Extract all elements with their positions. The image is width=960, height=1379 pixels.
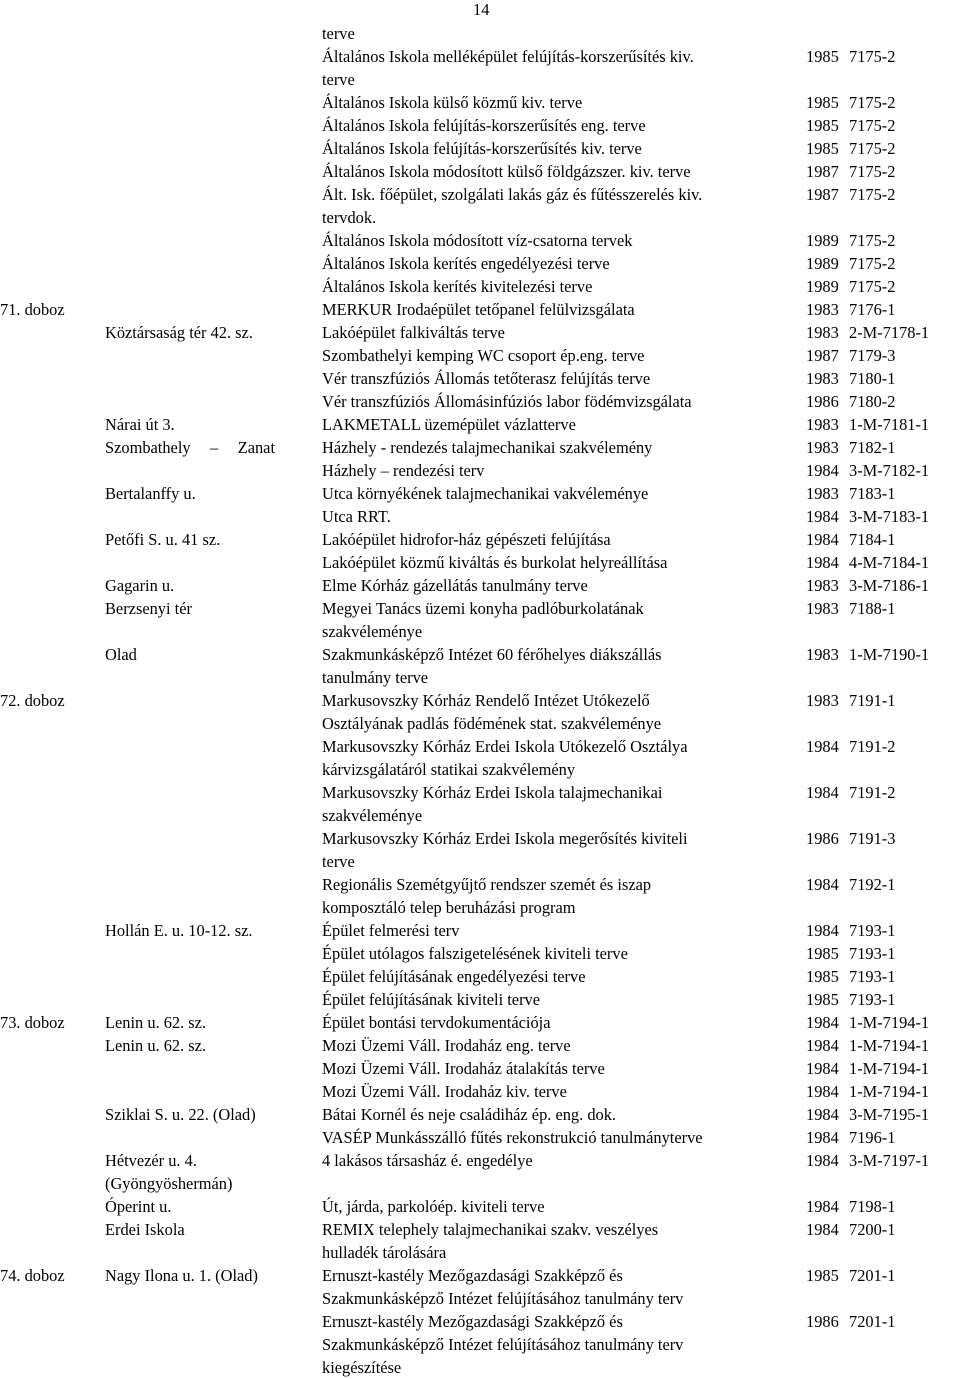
record-code-cell: 7188-1 <box>849 599 896 618</box>
list-item <box>0 160 960 183</box>
list-item <box>0 712 960 735</box>
location-cell: Hollán E. u. 10-12. sz. <box>105 921 253 940</box>
description-cell: VASÉP Munkásszálló fűtés rekonstrukció tanulmányterve <box>322 1128 703 1147</box>
location-cell: Erdei Iskola <box>105 1220 185 1239</box>
list-item <box>0 735 960 758</box>
record-code-cell: 7175-2 <box>849 139 896 158</box>
list-item <box>0 1149 960 1172</box>
list-item <box>0 666 960 689</box>
year-cell: 1984 <box>806 530 839 549</box>
record-code-cell: 3-M-7195-1 <box>849 1105 930 1124</box>
record-code-cell: 7175-2 <box>849 254 896 273</box>
year-cell: 1983 <box>806 484 839 503</box>
description-cell: terve <box>322 70 355 89</box>
record-code-cell: 7201-1 <box>849 1266 896 1285</box>
record-code-cell: 1-M-7194-1 <box>849 1082 930 1101</box>
description-cell: Épület felmerési terv <box>322 921 460 940</box>
record-code-cell: 7175-2 <box>849 47 896 66</box>
description-cell: tanulmány terve <box>322 668 429 687</box>
year-cell: 1989 <box>806 277 839 296</box>
location-cell: Nagy Ilona u. 1. (Olad) <box>105 1266 258 1285</box>
list-item <box>0 229 960 252</box>
list-item <box>0 781 960 804</box>
list-item <box>0 896 960 919</box>
list-item <box>0 68 960 91</box>
year-cell: 1984 <box>806 1220 839 1239</box>
list-item <box>0 45 960 68</box>
record-code-cell: 7176-1 <box>849 300 896 319</box>
year-cell: 1983 <box>806 691 839 710</box>
year-cell: 1984 <box>806 1128 839 1147</box>
record-code-cell: 7198-1 <box>849 1197 896 1216</box>
description-cell: Út, járda, parkolóép. kiviteli terve <box>322 1197 545 1216</box>
description-cell: Házhely - rendezés talajmechanikai szakvélemény <box>322 438 653 457</box>
description-cell: Épület felújításának kiviteli terve <box>322 990 541 1009</box>
year-cell: 1985 <box>806 1266 839 1285</box>
list-item <box>0 1195 960 1218</box>
list-item <box>0 1034 960 1057</box>
year-cell: 1985 <box>806 116 839 135</box>
list-item <box>0 459 960 482</box>
year-cell: 1984 <box>806 553 839 572</box>
list-item <box>0 275 960 298</box>
description-cell: Utca RRT. <box>322 507 391 526</box>
list-item <box>0 183 960 206</box>
record-code-cell: 3-M-7186-1 <box>849 576 930 595</box>
list-item <box>0 758 960 781</box>
description-cell: Általános Iskola kerítés engedélyezési terve <box>322 254 610 273</box>
record-code-cell: 7175-2 <box>849 185 896 204</box>
year-cell: 1984 <box>806 461 839 480</box>
record-code-cell: 7191-3 <box>849 829 896 848</box>
record-code-cell: 7180-1 <box>849 369 896 388</box>
record-code-cell: 1-M-7181-1 <box>849 415 930 434</box>
list-item <box>0 1310 960 1333</box>
year-cell: 1985 <box>806 967 839 986</box>
location-cell: Gagarin u. <box>105 576 175 595</box>
description-cell: Épület bontási tervdokumentációja <box>322 1013 551 1032</box>
year-cell: 1984 <box>806 1151 839 1170</box>
list-item <box>0 252 960 275</box>
record-code-cell: 7183-1 <box>849 484 896 503</box>
description-cell: Regionális Szemétgyűjtő rendszer szemét és iszap <box>322 875 652 894</box>
year-cell: 1985 <box>806 93 839 112</box>
description-cell: Markusovszky Kórház Erdei Iskola megerősítés kiviteli <box>322 829 688 848</box>
description-cell: REMIX telephely talajmechanikai szakv. veszélyes <box>322 1220 659 1239</box>
record-code-cell: 7179-3 <box>849 346 896 365</box>
description-cell: Épület utólagos falszigetelésének kiviteli terve <box>322 944 628 963</box>
description-cell: Markusovszky Kórház Rendelő Intézet Utókezelő <box>322 691 650 710</box>
year-cell: 1987 <box>806 162 839 181</box>
year-cell: 1983 <box>806 369 839 388</box>
year-cell: 1984 <box>806 1197 839 1216</box>
year-cell: 1986 <box>806 392 839 411</box>
box-number: 73. doboz <box>0 1013 65 1032</box>
description-cell: 4 lakásos társasház é. engedélye <box>322 1151 533 1170</box>
description-cell: Ernuszt-kastély Mezőgazdasági Szakképző és <box>322 1266 623 1285</box>
location-cell: Olad <box>105 645 137 664</box>
year-cell: 1984 <box>806 507 839 526</box>
year-cell: 1984 <box>806 1013 839 1032</box>
description-cell: Ernuszt-kastély Mezőgazdasági Szakképző és <box>322 1312 623 1331</box>
year-cell: 1986 <box>806 1312 839 1331</box>
location-cell: Szombathely – Zanat <box>105 438 275 457</box>
year-cell: 1983 <box>806 415 839 434</box>
year-cell: 1984 <box>806 1036 839 1055</box>
record-code-cell: 3-M-7197-1 <box>849 1151 930 1170</box>
year-cell: 1987 <box>806 185 839 204</box>
list-item <box>0 873 960 896</box>
year-cell: 1983 <box>806 599 839 618</box>
year-cell: 1983 <box>806 438 839 457</box>
description-cell: Mozi Üzemi Váll. Irodaház kiv. terve <box>322 1082 567 1101</box>
description-cell: Szakmunkásképző Intézet 60 férőhelyes diákszállás <box>322 645 662 664</box>
list-item <box>0 827 960 850</box>
record-code-cell: 1-M-7194-1 <box>849 1059 930 1078</box>
record-code-cell: 7193-1 <box>849 967 896 986</box>
description-cell: Vér transzfúziós Állomás tetőterasz felújítás terve <box>322 369 651 388</box>
box-number: 72. doboz <box>0 691 65 710</box>
description-cell: Utca környékének talajmechanikai vakvéleménye <box>322 484 649 503</box>
list-item <box>0 1218 960 1241</box>
location-cell: Petőfi S. u. 41 sz. <box>105 530 221 549</box>
record-code-cell: 7193-1 <box>849 921 896 940</box>
list-item <box>0 91 960 114</box>
record-code-cell: 3-M-7182-1 <box>849 461 930 480</box>
description-cell: Lakóépület közmű kiváltás és burkolat helyreállítása <box>322 553 668 572</box>
description-cell: terve <box>322 24 355 43</box>
list-item <box>0 206 960 229</box>
list-item <box>0 1057 960 1080</box>
record-code-cell: 7191-1 <box>849 691 896 710</box>
description-cell: Megyei Tanács üzemi konyha padlóburkolatának <box>322 599 644 618</box>
year-cell: 1987 <box>806 346 839 365</box>
year-cell: 1984 <box>806 1059 839 1078</box>
year-cell: 1989 <box>806 231 839 250</box>
description-cell: kiegészítése <box>322 1358 402 1377</box>
record-code-cell: 4-M-7184-1 <box>849 553 930 572</box>
description-cell: szakvéleménye <box>322 806 423 825</box>
description-cell: Szakmunkásképző Intézet felújításához tanulmány terv <box>322 1289 684 1308</box>
description-cell: Általános Iskola módosított víz-csatorna tervek <box>322 231 633 250</box>
record-code-cell: 3-M-7183-1 <box>849 507 930 526</box>
record-code-cell: 7191-2 <box>849 783 896 802</box>
record-code-cell: 1-M-7190-1 <box>849 645 930 664</box>
record-code-cell: 7201-1 <box>849 1312 896 1331</box>
description-cell: Általános Iskola módosított külső földgázszer. kiv. terve <box>322 162 691 181</box>
description-cell: Szakmunkásképző Intézet felújításához tanulmány terv <box>322 1335 684 1354</box>
list-item <box>0 413 960 436</box>
list-item <box>0 1172 960 1195</box>
description-cell: terve <box>322 852 355 871</box>
description-cell: Markusovszky Kórház Erdei Iskola Utókezelő Osztálya <box>322 737 688 756</box>
location-cell: Nárai út 3. <box>105 415 175 434</box>
list-item <box>0 436 960 459</box>
location-cell: Bertalanffy u. <box>105 484 196 503</box>
list-item <box>0 482 960 505</box>
list-item <box>0 1241 960 1264</box>
description-cell: Ált. Isk. főépület, szolgálati lakás gáz és fűtésszerelés kiv. <box>322 185 703 204</box>
list-item <box>0 1264 960 1287</box>
list-item <box>0 689 960 712</box>
description-cell: Házhely – rendezési terv <box>322 461 485 480</box>
description-cell: Épület felújításának engedélyezési terve <box>322 967 586 986</box>
description-cell: kárvizsgálatáról statikai szakvélemény <box>322 760 576 779</box>
description-cell: Általános Iskola felújítás-korszerűsítés eng. terve <box>322 116 646 135</box>
list-item <box>0 597 960 620</box>
description-cell: komposztáló telep beruházási program <box>322 898 576 917</box>
record-code-cell: 7184-1 <box>849 530 896 549</box>
year-cell: 1983 <box>806 300 839 319</box>
description-cell: Mozi Üzemi Váll. Irodaház eng. terve <box>322 1036 571 1055</box>
description-cell: Lakóépület falkiváltás terve <box>322 323 505 342</box>
description-cell: Osztályának padlás födémének stat. szakvéleménye <box>322 714 662 733</box>
record-code-cell: 7192-1 <box>849 875 896 894</box>
year-cell: 1985 <box>806 944 839 963</box>
year-cell: 1986 <box>806 829 839 848</box>
description-cell: Általános Iskola kerítés kivitelezési terve <box>322 277 593 296</box>
list-item <box>0 22 960 45</box>
description-cell: Vér transzfúziós Állomásinfúziós labor födémvizsgálata <box>322 392 692 411</box>
list-item <box>0 1011 960 1034</box>
list-item <box>0 1126 960 1149</box>
list-item <box>0 1287 960 1310</box>
location-cell: Lenin u. 62. sz. <box>105 1036 207 1055</box>
description-cell: LAKMETALL üzemépület vázlatterve <box>322 415 576 434</box>
record-code-cell: 1-M-7194-1 <box>849 1036 930 1055</box>
record-code-cell: 7182-1 <box>849 438 896 457</box>
location-cell: Óperint u. <box>105 1197 172 1216</box>
record-code-cell: 7175-2 <box>849 277 896 296</box>
year-cell: 1985 <box>806 990 839 1009</box>
description-cell: Általános Iskola külső közmű kiv. terve <box>322 93 583 112</box>
record-code-cell: 2-M-7178-1 <box>849 323 930 342</box>
year-cell: 1985 <box>806 139 839 158</box>
year-cell: 1983 <box>806 323 839 342</box>
list-item <box>0 367 960 390</box>
year-cell: 1984 <box>806 783 839 802</box>
record-code-cell: 7175-2 <box>849 231 896 250</box>
page-number: 14 <box>473 0 490 19</box>
year-cell: 1984 <box>806 1082 839 1101</box>
description-cell: Bátai Kornél és neje családiház ép. eng. dok. <box>322 1105 617 1124</box>
year-cell: 1984 <box>806 1105 839 1124</box>
list-item <box>0 620 960 643</box>
year-cell: 1984 <box>806 737 839 756</box>
description-cell: Szombathelyi kemping WC csoport ép.eng. terve <box>322 346 645 365</box>
list-item <box>0 1333 960 1356</box>
list-item <box>0 965 960 988</box>
location-cell: (Gyöngyöshermán) <box>105 1174 233 1193</box>
list-item <box>0 1356 960 1379</box>
year-cell: 1984 <box>806 921 839 940</box>
record-code-cell: 7193-1 <box>849 990 896 1009</box>
record-code-cell: 7196-1 <box>849 1128 896 1147</box>
list-item <box>0 114 960 137</box>
description-cell: tervdok. <box>322 208 377 227</box>
list-item <box>0 551 960 574</box>
description-cell: Lakóépület hidrofor-ház gépészeti felújítása <box>322 530 611 549</box>
list-item <box>0 804 960 827</box>
location-cell: Hétvezér u. 4. <box>105 1151 197 1170</box>
location-cell: Köztársaság tér 42. sz. <box>105 323 253 342</box>
list-item <box>0 988 960 1011</box>
list-item <box>0 137 960 160</box>
description-cell: Elme Kórház gázellátás tanulmány terve <box>322 576 588 595</box>
description-cell: Mozi Üzemi Váll. Irodaház átalakítás terve <box>322 1059 605 1078</box>
year-cell: 1983 <box>806 576 839 595</box>
description-cell: Markusovszky Kórház Erdei Iskola talajmechanikai <box>322 783 663 802</box>
record-code-cell: 7200-1 <box>849 1220 896 1239</box>
list-item <box>0 528 960 551</box>
location-cell: Sziklai S. u. 22. (Olad) <box>105 1105 256 1124</box>
year-cell: 1985 <box>806 47 839 66</box>
list-item <box>0 574 960 597</box>
record-code-cell: 7175-2 <box>849 116 896 135</box>
record-code-cell: 7191-2 <box>849 737 896 756</box>
list-item <box>0 321 960 344</box>
list-item <box>0 942 960 965</box>
list-item <box>0 390 960 413</box>
list-item <box>0 505 960 528</box>
record-code-cell: 1-M-7194-1 <box>849 1013 930 1032</box>
list-item <box>0 1103 960 1126</box>
list-item <box>0 643 960 666</box>
location-cell: Berzsenyi tér <box>105 599 192 618</box>
list-item <box>0 298 960 321</box>
list-item <box>0 919 960 942</box>
year-cell: 1989 <box>806 254 839 273</box>
description-cell: MERKUR Irodaépület tetőpanel felülvizsgálata <box>322 300 635 319</box>
list-item <box>0 1080 960 1103</box>
description-cell: Általános Iskola melléképület felújítás-korszerűsítés kiv. <box>322 47 694 66</box>
record-code-cell: 7175-2 <box>849 93 896 112</box>
description-cell: Általános Iskola felújítás-korszerűsítés kiv. terve <box>322 139 642 158</box>
location-cell: Lenin u. 62. sz. <box>105 1013 207 1032</box>
box-number: 74. doboz <box>0 1266 65 1285</box>
year-cell: 1983 <box>806 645 839 664</box>
list-item <box>0 850 960 873</box>
box-number: 71. doboz <box>0 300 65 319</box>
description-cell: szakvéleménye <box>322 622 423 641</box>
year-cell: 1984 <box>806 875 839 894</box>
record-code-cell: 7175-2 <box>849 162 896 181</box>
record-listing <box>0 22 960 1379</box>
list-item <box>0 344 960 367</box>
record-code-cell: 7193-1 <box>849 944 896 963</box>
description-cell: hulladék tárolására <box>322 1243 447 1262</box>
record-code-cell: 7180-2 <box>849 392 896 411</box>
